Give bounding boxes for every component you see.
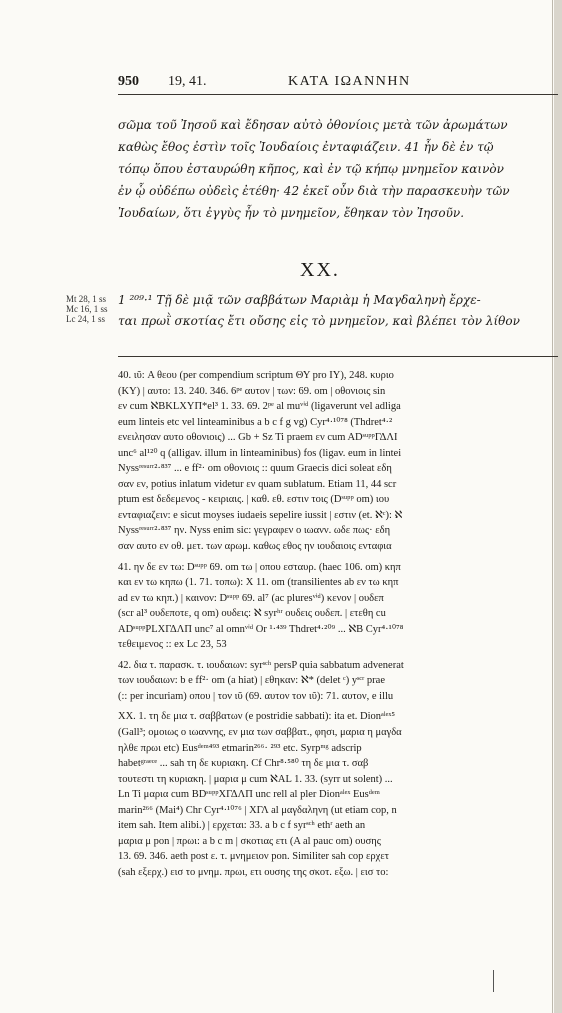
apparatus-line: 13. 69. 346. aeth post ε. τ. μνημειον pon. Similiter sah cop ερχετ [118,851,389,863]
text-line: Ἰουδαίων, ὅτι ἐγγὺς ἦν τὸ μνημεῖον, ἔθηκαν τὸν Ἰησοῦν. [118,206,465,220]
main-text [118,114,558,224]
apparatus-line: (ΚΥ) | αυτο: 13. 240. 346. 6ᵖᵉ αυτον | των: 69. om | οθονιοις sin [118,385,386,397]
margin-ref: Lc 24, 1 ss [66,314,105,324]
apparatus-line: ενταφιαζειν: e sicut moyses iudaeis sepelire iussit | εστιν (et. ℵᶜ): ℵ [118,509,403,521]
header-rule [118,94,558,95]
text-line: 1 ²⁰⁹·¹ Τῇ δὲ μιᾷ τῶν σαββάτων Μαριὰμ ἡ Μαγδαληνὴ ἔρχε- [118,293,481,307]
apparatus-line: τεθειμενος :: ex Lc 23, 53 [118,639,227,651]
apparatus-line: μαρια μ pon | πρωι: a b c m | σκοτιας ετι (A al pauc om) ουσης [118,835,381,847]
verse-one-text [118,290,558,332]
apparatus-line: habetᵍʳᵃᵉᶜᵉ ... sah τη δε κυριακη. Cf Chr⁸·⁵⁸⁰ τη δε μια τ. σαβ [118,758,369,770]
apparatus-line: Nyssʳᵉˢᵘʳʳ²·⁸³⁷ ... e ff²· om οθονιοις :: quum Graecis dici soleat εδη [118,463,392,475]
text-line: ται πρωῒ σκοτίας ἔτι οὔσης εἰς τὸ μνημεῖον, καὶ βλέπει τὸν λίθον [118,314,520,328]
apparatus-line: τουτεστι τη κυριακη. | μαρια μ cum ℵAL 1. 33. (syrr ut solent) ... [118,773,393,785]
apparatus-line: ηλθε πρωι etc) Eusᵈᵉᵐ⁴⁹³ etmarin²⁶⁶· ²⁹³ etc. Syrpᵐᵍ adscrip [118,742,362,754]
margin-mark [493,970,494,992]
apparatus-line: Nyssʳᵉˢᵘʳʳ²·⁸³⁷ ην. Nyss enim sic: γεγραφεν ο ιωανν. ωδε πως· εδη [118,525,391,537]
apparatus-line: 42. δια τ. παρασκ. τ. ιουδαιων: syrˢᶜʰ persP quia sabbatum advenerat [118,659,404,671]
margin-ref: Mt 28, 1 ss [66,294,107,304]
running-title: ΚΑΤΑ ΙΩΑΝΝΗΝ [288,74,411,89]
text-line: καθὼς ἔθος ἐστὶν τοῖς Ἰουδαίοις ἐνταφιάζειν. 41 ἦν δὲ ἐν τῷ [118,140,494,154]
apparatus-line: eum linteis etc vel linteaminibus a b c f g vg) Cyr⁴·¹⁰⁷⁸ (Thdret⁴·² [118,416,393,428]
apparatus-line: εν cum ℵBKLXYΠ*el³ 1. 33. 69. 2ᵖᵉ al muᵛⁱᵈ (ligaverunt vel adliga [118,401,401,413]
apparatus-line: των ιουδαιων: b e ff²· om (a hiat) | εθηκαν: ℵ* (delet ᶜ) yˢᶜʳ prae [118,675,385,687]
apparatus-line: 40. ιῦ: A θεου (per compendium scriptum ΘΥ pro ΙΥ), 248. κυριο [118,370,394,381]
margin-ref: Mc 16, 1 ss [66,304,108,314]
margin-references [66,294,114,324]
chapter-verse-reference: 19, 41. [168,74,207,89]
apparatus-line: (Gall³; ομοιως ο ιωαννης, εν μια των σαββατ., φησι, μαρια η μαγδα [118,727,402,739]
apparatus-line: 41. ην δε εν τω: Dˢᵘᵖᵖ 69. om τω | οπου εσταυρ. (haec 106. om) κηπ [118,561,401,573]
apparatus-line: XX. 1. τη δε μια τ. σαββατων (e postridie sabbati): ita et. Dionᵃˡᵉˣ⁵ [118,711,396,723]
apparatus-line: και εν τω κηπω (1. 71. τοπω): X 11. om (transilientes ab εν τω κηπ [118,577,399,589]
apparatus-line: marin²⁶⁶ (Mai⁴) Chr Cyr⁴·¹⁰⁷⁶ | XΓΛ al μαγδαληνη (ut etiam cop, n [118,804,397,816]
apparatus-line: ad εν τω κηπ.) | καινον: Dˢᵘᵖᵖ 69. al⁷ (ac pluresᵛⁱᵈ) κενον | ουδεπ [118,592,384,604]
critical-apparatus [118,368,558,881]
text-line: σῶμα τοῦ Ἰησοῦ καὶ ἔδησαν αὐτὸ ὀθονίοις μετὰ τῶν ἀρωμάτων [118,118,508,132]
apparatus-rule [118,356,558,357]
apparatus-line: ADˢᵘᵖᵖPLXΓΔΛΠ unc⁷ al omnᵛⁱᵈ Or ¹·⁴³⁹ Thdret⁴·²⁰⁹ ... ℵB Cyr⁴·¹⁰⁷⁸ [118,623,404,635]
apparatus-line: ptum est δεδεμενος - κειριαις. | καθ. εθ. εστιν τοις (Dˢᵘᵖᵖ om) ιου [118,494,390,506]
text-line: ἐν ᾧ οὐδέπω οὐδεὶς ἐτέθη· 42 ἐκεῖ οὖν διὰ τὴν παρασκευὴν τῶν [118,184,510,198]
apparatus-line: (scr al³ ουδεποτε, q om) ουδεις: ℵ syrʰʳ ουδεις ουδεπ. | ετεθη cu [118,608,386,620]
chapter-heading: XX. [300,259,340,281]
text-line: τόπῳ ὅπου ἐσταυρώθη κῆπος, καὶ ἐν τῷ κήπῳ μνημεῖον καινὸν [118,162,504,176]
apparatus-line: σαν εν, potius inlatum videtur εν quam sublatum. Etiam 11, 44 scr [118,478,397,490]
apparatus-line: (sah εξερχ.) εισ το μνημ. πρωι, ετι ουσης της σκοτ. εξω. | εισ το: [118,866,389,878]
apparatus-line: (:: per incuriam) οπου | τον ιῦ (69. αυτον τον ιῦ): 71. αυτον, e illu [118,690,394,702]
apparatus-line: ενειλησαν αυτο οθονιοις) ... Gb + Sz Ti praem εν cum ADˢᵘᵖᵖΓΔΛΙ [118,432,398,444]
apparatus-line: Ln Ti μαρια cum BDˢᵘᵖᵖXΓΔΛΠ unc rell al pler Dionᵃˡᵉˣ Eusᵈᵉᵐ [118,789,380,801]
apparatus-line: σαν αυτο εν οθ. μετ. των αρωμ. καθως εθος ην ιουδαιοις ενταφια [118,541,392,553]
page-number: 950 [118,74,139,89]
apparatus-line: unc⁶ al¹²⁰ q (alligav. illum in linteaminibus) fos (ligav. eum in lintei [118,447,402,459]
apparatus-line: item sah. Item alibi.) | ερχεται: 33. a b c f syrˢᶜʰ ethʳ aeth an [118,820,366,832]
